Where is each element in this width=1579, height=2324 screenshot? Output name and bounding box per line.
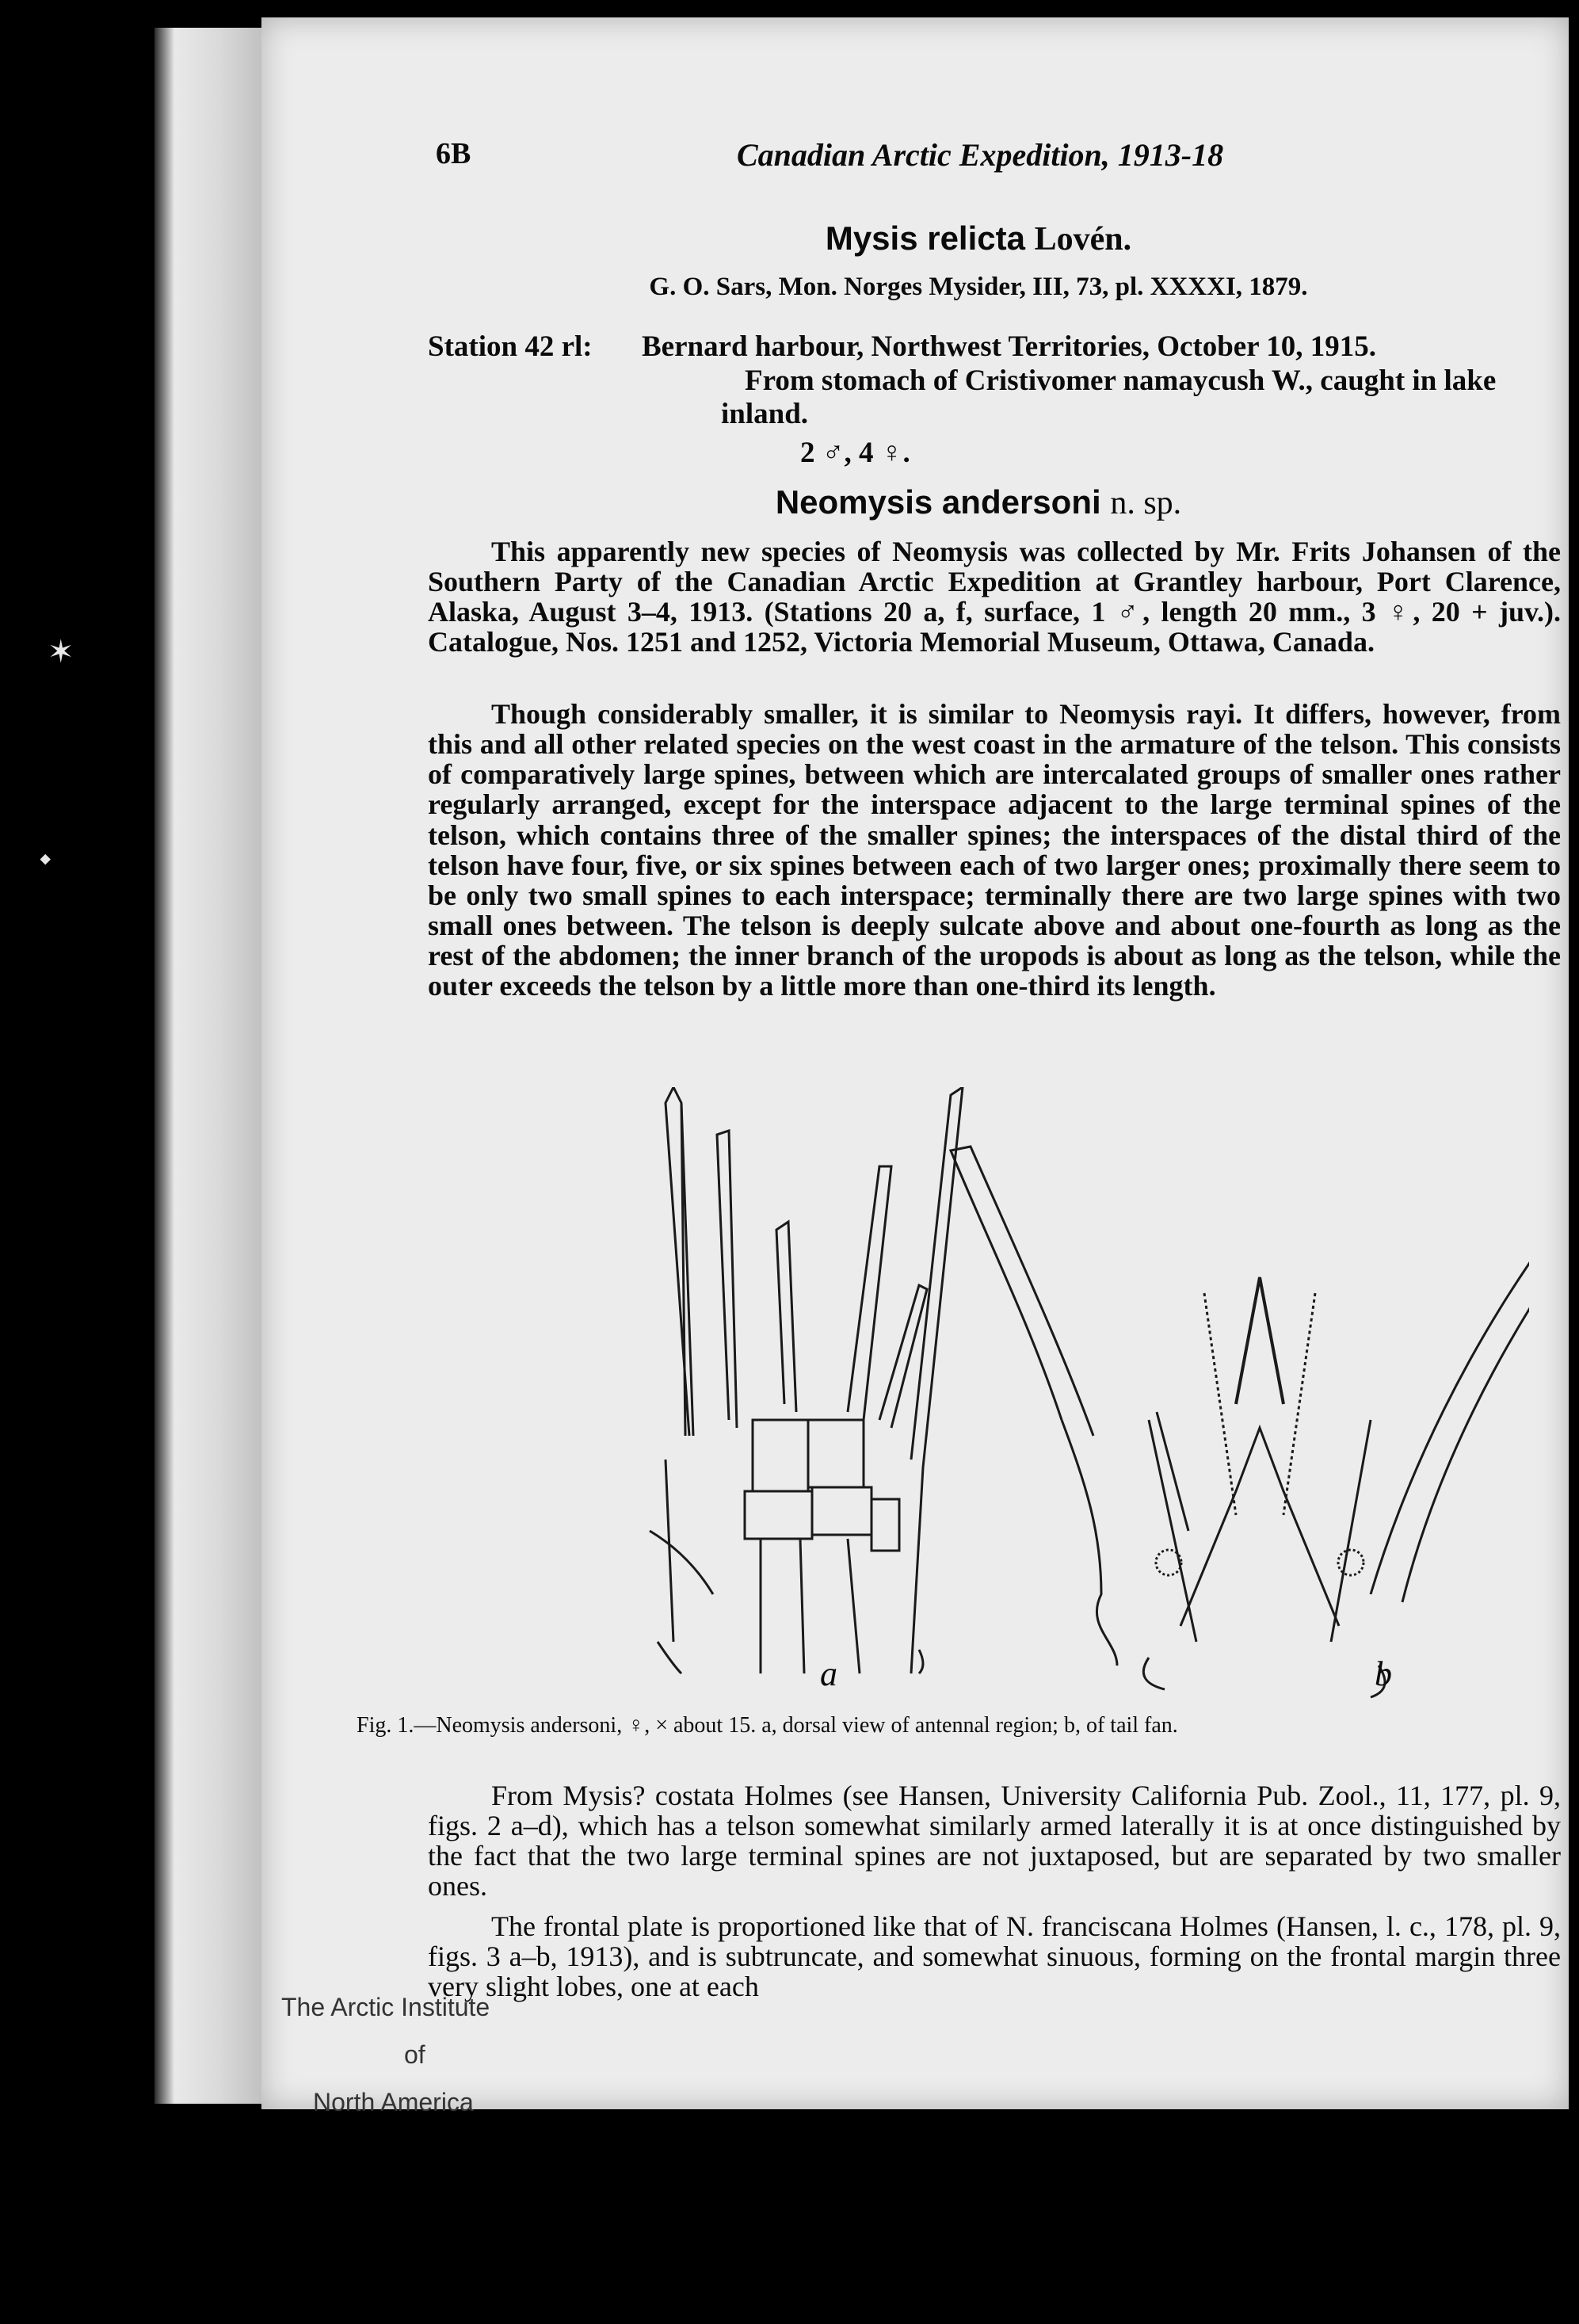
- page-number: 6B: [436, 137, 471, 170]
- paragraph-text: From Mysis? costata Holmes (see Hansen, University California Pub. Zool., 11, 177, pl. 9, figs. 2 a–d), which has a telson somewhat similarly armed laterally it is at once distinguished by the fact that the two large terminal spines are not juxtaposed, but are separated by two smaller ones.: [428, 1780, 1561, 1902]
- document-page: [261, 17, 1569, 2109]
- scan-page-edge: [154, 28, 265, 2104]
- station-line: Bernard harbour, Northwest Territories, October 10, 1915.: [642, 330, 1376, 363]
- paragraph-text: Though considerably smaller, it is similar to Neomysis rayi. It differs, however, from this and all other related species on the west coast in the armature of the telson. This consists of comparatively large spines, between which are intercalated groups of smaller ones rather regularly arranged, except for the interspace adjacent to the large terminal spines of the telson, which contains three of the smaller spines; the interspaces of the distal third of the telson have four, five, or six spines between each of two larger ones; proximally there seem to be only two small spines to each interspace; terminally there are two large spines with two small ones between. The telson is deeply sulcate above and about one-fourth as long as the rest of the abdomen; the inner branch of the uropods is about as long as the telson, while the outer exceeds the telson by a little more than one-third its length.: [428, 698, 1561, 1002]
- library-stamp-line: of: [404, 2040, 425, 2069]
- station-line: inland.: [721, 398, 809, 431]
- library-stamp-line: North America: [313, 2088, 474, 2116]
- paragraph: [428, 699, 1561, 1002]
- tail-fan-drawing: [951, 1147, 1529, 1697]
- running-title: Canadian Arctic Expedition, 1913-18: [737, 137, 1224, 173]
- page-header: [436, 136, 1545, 184]
- species-name: Mysis relicta: [825, 219, 1025, 257]
- scan-speck: ✶: [48, 634, 74, 670]
- figure-caption: Fig. 1.—Neomysis andersoni, ♀, × about 15. a, dorsal view of antennal region; b, of tail fan.: [357, 1713, 1178, 1738]
- station-line: From stomach of Cristivomer namaycush W., caught in lake: [745, 364, 1497, 397]
- species-heading-neomysis: [404, 483, 1553, 522]
- paragraph-text: The frontal plate is proportioned like that of N. franciscana Holmes (Hansen, l. c., 178, pl. 9, figs. 3 a–b, 1913), and is subtruncate, and somewhat sinuous, forming on the frontal margin three very slight lobes, one at each: [428, 1910, 1561, 2003]
- figure-drawing: [404, 1087, 1529, 1721]
- station-record: [428, 330, 1553, 470]
- species-heading-mysis: [404, 219, 1553, 258]
- figure-label-a: a: [820, 1654, 837, 1693]
- scan-speck: ⬩: [40, 840, 51, 876]
- citation: G. O. Sars, Mon. Norges Mysider, III, 73, pl. XXXXI, 1879.: [649, 273, 1308, 301]
- paragraph: [428, 1780, 1561, 1902]
- paragraph-text: This apparently new species of Neomysis was collected by Mr. Frits Johansen of the Southern Party of the Canadian Arctic Expedition at Grantley harbour, Port Clarence, Alaska, August 3–4, 1913. (Stations 20 a, f, surface, 1 ♂, length 20 mm., 3 ♀, 20 + juv.). Catalogue, Nos. 1251 and 1252, Victoria Memorial Museum, Ottawa, Canada.: [428, 536, 1561, 658]
- station-label: Station 42 rl:: [428, 330, 593, 363]
- library-stamp-line: The Arctic Institute: [281, 1993, 490, 2021]
- specimen-count: 2 ♂, 4 ♀.: [800, 436, 910, 469]
- species-suffix: n. sp.: [1110, 485, 1182, 521]
- species-author: Lovén.: [1034, 221, 1132, 258]
- species-name: Neomysis andersoni: [775, 483, 1101, 521]
- paragraph: [428, 1911, 1561, 2002]
- figure-1: [404, 1087, 1529, 1721]
- paragraph: [428, 536, 1561, 658]
- figure-label-b: b: [1375, 1654, 1392, 1693]
- antennal-region-drawing: [650, 1087, 963, 1673]
